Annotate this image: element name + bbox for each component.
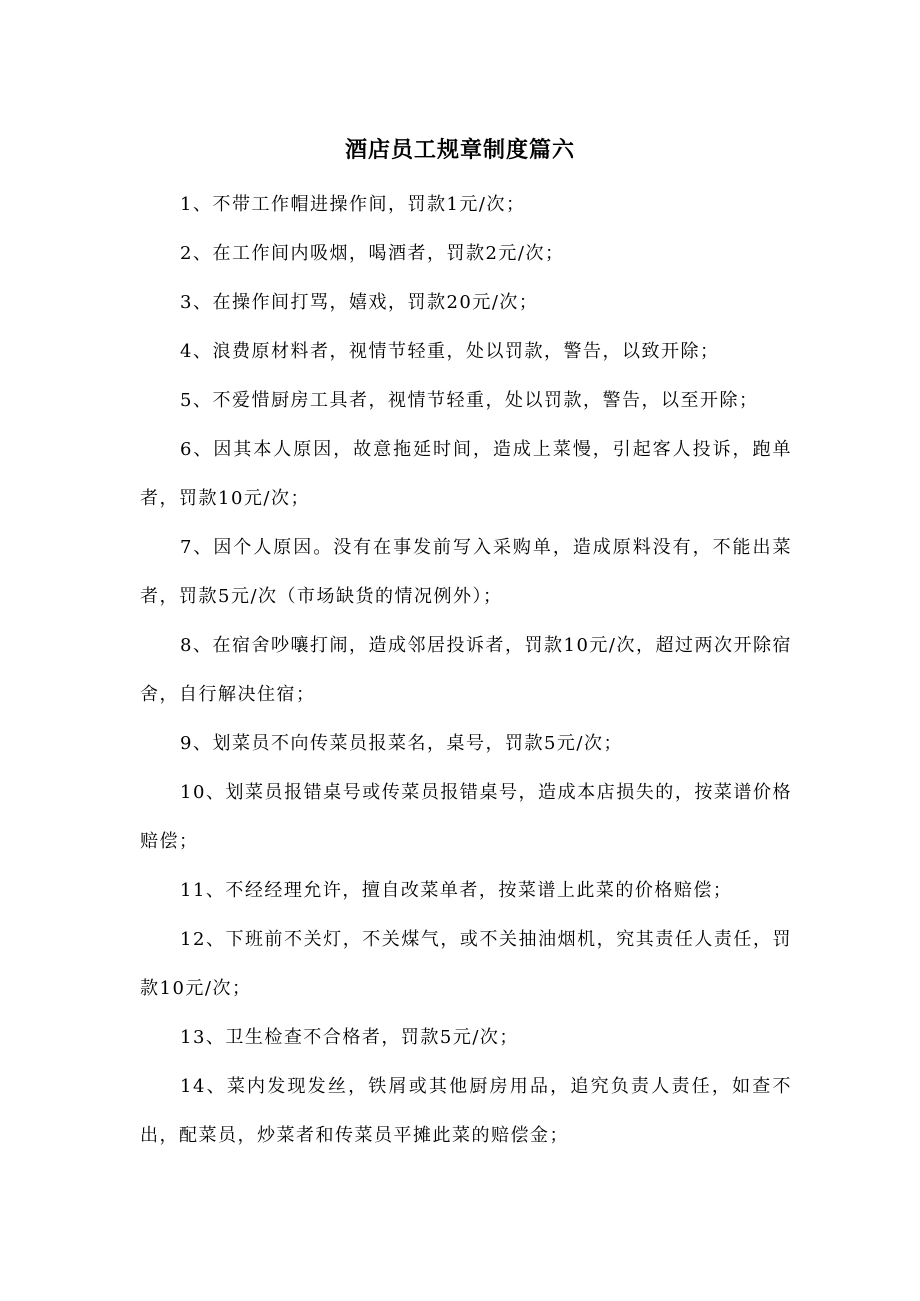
rule-paragraph-13: 13、卫生检查不合格者，罚款5元/次； [180, 1027, 519, 1048]
document-body [140, 180, 792, 1160]
rule-paragraph-1: 1、不带工作帽进操作间，罚款1元/次； [180, 194, 526, 215]
rule-paragraph-10: 10、划菜员报错桌号或传菜员报错桌号，造成本店损失的，按菜谱价格赔偿； [140, 782, 792, 852]
rule-paragraph-8: 8、在宿舍吵嚷打闹，造成邻居投诉者，罚款10元/次，超过两次开除宿舍，自行解决住宿； [140, 635, 792, 705]
rule-paragraph-14: 14、菜内发现发丝，铁屑或其他厨房用品，追究负责人责任，如查不出，配菜员，炒菜者和传菜员平摊此菜的赔偿金； [140, 1076, 792, 1146]
rule-paragraph-3: 3、在操作间打骂，嬉戏，罚款20元/次； [180, 292, 539, 313]
rule-paragraph-9: 9、划菜员不向传菜员报菜名，桌号，罚款5元/次； [180, 733, 623, 754]
page-title: 酒店员工规章制度篇六 [344, 138, 575, 163]
rule-paragraph-6: 6、因其本人原因，故意拖延时间，造成上菜慢，引起客人投诉，跑单者，罚款10元/次； [140, 439, 792, 509]
rule-paragraph-7: 7、因个人原因。没有在事发前写入采购单，造成原料没有，不能出菜者，罚款5元/次（市场缺货的情况例外）； [140, 537, 792, 607]
rule-paragraph-4: 4、浪费原材料者，视情节轻重，处以罚款，警告，以致开除； [180, 341, 720, 362]
rule-paragraph-2: 2、在工作间内吸烟，喝酒者，罚款2元/次； [180, 243, 565, 264]
rule-paragraph-5: 5、不爱惜厨房工具者，视情节轻重，处以罚款，警告，以至开除； [180, 390, 759, 411]
rule-paragraph-12: 12、下班前不关灯，不关煤气，或不关抽油烟机，究其责任人责任，罚款10元/次； [140, 929, 792, 999]
rule-paragraph-11: 11、不经经理允许，擅自改菜单者，按菜谱上此菜的价格赔偿； [180, 880, 733, 901]
